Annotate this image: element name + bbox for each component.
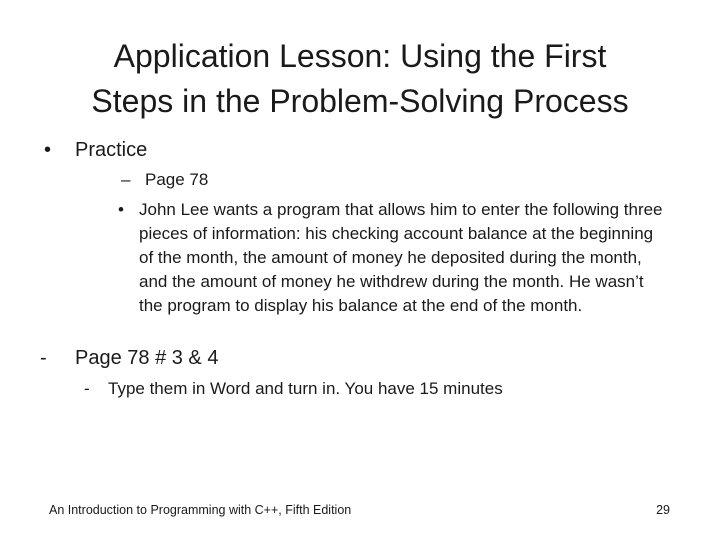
slide-title — [30, 34, 690, 124]
bullet-john-lee-problem — [118, 198, 678, 318]
bullet-text: Practice — [75, 139, 148, 161]
bullet-marker: - — [40, 347, 47, 369]
bullet-practice — [44, 138, 147, 162]
bullet-text: Type them in Word and turn in. You have 15 minutes — [108, 379, 503, 398]
slide-title-line-2: Steps in the Problem-Solving Process — [91, 83, 629, 119]
bullet-marker: • — [118, 200, 124, 219]
bullet-page-78 — [121, 170, 208, 190]
footer-book-title: An Introduction to Programming with C++, Fifth Edition — [49, 503, 352, 517]
bullet-marker: – — [121, 170, 131, 189]
bullet-page-78-exercises — [40, 346, 218, 370]
bullet-text: John Lee wants a program that allows him to enter the following three pieces of information: his checking account balance at the beginning of the month, the amount of money he deposited during the month, and the amount of money he withdrew during the month. He wasn’t the program to display his balance at the end of the month. — [139, 200, 663, 315]
bullet-marker: - — [84, 379, 90, 398]
bullet-text: Page 78 # 3 & 4 — [75, 347, 219, 369]
bullet-marker: • — [44, 139, 52, 161]
bullet-type-in-word — [84, 378, 503, 400]
footer-page-number: 29 — [656, 503, 670, 517]
bullet-text: Page 78 — [145, 170, 209, 189]
slide-title-line-1: Application Lesson: Using the First — [113, 38, 607, 74]
